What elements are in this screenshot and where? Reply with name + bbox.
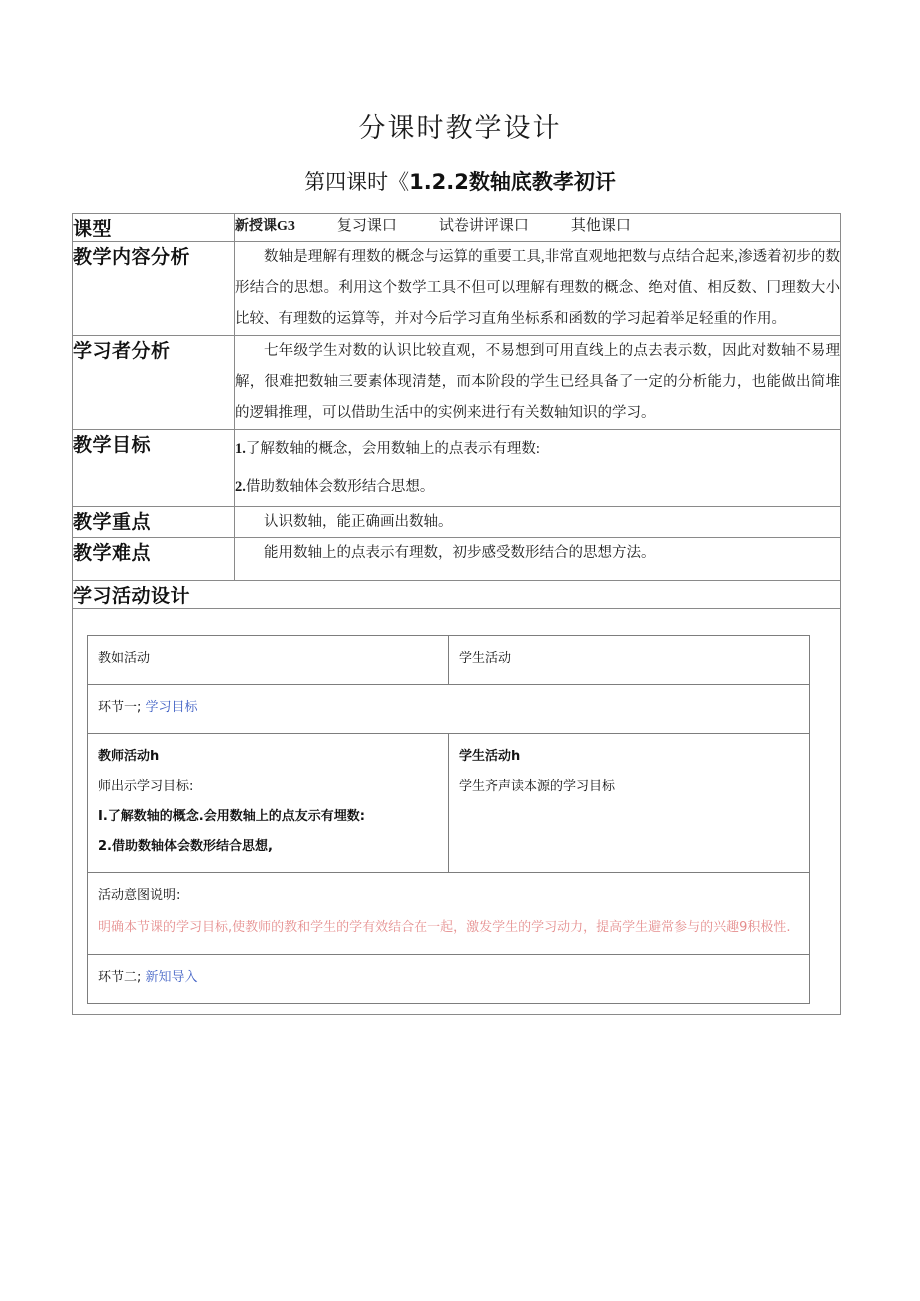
row-value-key-point: [235, 507, 841, 538]
activity-intent-cell: [88, 873, 810, 955]
objective-text-2: 借助数轴体会数形结合思想。: [245, 479, 435, 495]
objective-item-2: [235, 468, 840, 506]
row-label-content-analysis: 教学内容分析: [73, 242, 235, 336]
row-label-key-point: 教学重点: [73, 507, 235, 538]
content-analysis-text: 数轴是理解有理数的概念与运算的重要工具,非常直观地把数与点结合起来,渗透着初步的数形结合的思想。利用这个数学工具不但可以理解有理数的概念、绝对值、相反数、冂理数大小比较、有理数的运算等，并对今后学习直角坐标系和函数的学习起着举足轻重的作用。: [235, 249, 840, 327]
course-type-option-0[interactable]: 新授课G3: [235, 219, 295, 234]
subtitle-bold: 1.2.2数轴底教孝初讦: [409, 170, 616, 194]
student-activity-line-0: 学生齐声读本源的学习目标: [459, 779, 616, 794]
row-label-difficulty: 教学难点: [73, 538, 235, 581]
activity-table-wrap: [73, 635, 840, 1014]
activity-stage-one-row: [88, 685, 810, 734]
activity-header-row: [88, 636, 810, 685]
table-row-learner-analysis: [73, 336, 841, 430]
teacher-activity-title: 教师活动h: [98, 749, 160, 764]
course-type-option-2[interactable]: 试卷讲评课口: [438, 218, 529, 234]
page-title: 分课时教学设计: [358, 113, 562, 143]
activity-intent-note: 明确本节课的学习目标,使教师的教和学生的学有效结合在一起，激发学生的学习动力，提高学生避常参与的兴趣9积极性.: [98, 920, 791, 935]
course-type-options: [235, 214, 841, 242]
subtitle-prefix: 第四课时《: [304, 170, 410, 194]
row-value-objectives: [235, 430, 841, 507]
stage-two-link[interactable]: 新知导入: [145, 970, 198, 985]
stage-two-prefix: 环节二;: [98, 970, 142, 985]
table-row-difficulty: [73, 538, 841, 581]
row-label-course-type: 课型: [73, 214, 235, 242]
activity-table-container: [73, 609, 841, 1015]
stage-one-link[interactable]: 学习目标: [145, 700, 198, 715]
course-type-option-3[interactable]: 其他课口: [570, 218, 631, 234]
activity-header-teacher: 教如活动: [88, 636, 449, 685]
objective-num-1: 1.: [235, 441, 246, 457]
learner-analysis-text: 七年级学生对数的认识比较直观，不易想到可用直线上的点去表示数，因此对数轴不易理解，很难把数轴三要素体现清楚，而本阶段的学生已经具备了一定的分析能力，也能做出简堆的逻辑推理，可以借助生活中的实例来进行有关数轴知识的学习。: [235, 343, 840, 421]
activity-header-student: 学生活动: [449, 636, 810, 685]
teacher-activity-line-2: 2.借助数轴体会数形结合思想,: [98, 839, 273, 854]
row-label-objectives: 教学目标: [73, 430, 235, 507]
teacher-activity-line-0: 师出示学习目标:: [98, 779, 194, 794]
activity-stage-one-body-row: [88, 734, 810, 873]
row-label-learner-analysis: 学习者分析: [73, 336, 235, 430]
stage-one-title: [88, 685, 810, 734]
table-row-objectives: [73, 430, 841, 507]
student-activity-title: 学生活动h: [459, 749, 521, 764]
activity-intent-title: 活动意图说明:: [98, 888, 181, 903]
table-row-activity-design-heading: [73, 581, 841, 609]
row-value-difficulty: [235, 538, 841, 581]
stage-one-prefix: 环节一;: [98, 700, 142, 715]
activity-spacer: [73, 609, 840, 635]
activity-detail-table: [87, 635, 810, 1004]
stage-one-teacher-cell: [88, 734, 449, 873]
lesson-plan-table: [72, 213, 841, 1015]
teacher-activity-line-1: I.了解数轴的概念.会用数轴上的点友示有埋数:: [98, 809, 365, 824]
key-point-text: 认识数轴，能正确画出数轴。: [264, 514, 453, 530]
stage-two-title: [88, 955, 810, 1004]
table-row-course-type: [73, 214, 841, 242]
objective-text-1: 了解数轴的概念，会用数轴上的点表示有理数:: [245, 441, 540, 457]
row-value-content-analysis: [235, 242, 841, 336]
table-row-key-point: [73, 507, 841, 538]
activity-intent-row: [88, 873, 810, 955]
section-heading-activity-design: 学习活动设计: [73, 581, 841, 609]
objective-item-1: [235, 430, 840, 468]
difficulty-text: 能用数轴上的点表示有理数，初步感受数形结合的思想方法。: [264, 545, 656, 561]
table-row-content-analysis: [73, 242, 841, 336]
page-subtitle: [0, 166, 920, 196]
objective-num-2: 2.: [235, 479, 246, 495]
stage-one-student-cell: [449, 734, 810, 873]
course-type-option-1[interactable]: 复习课口: [336, 218, 397, 234]
table-row-activity-table: [73, 609, 841, 1015]
row-value-learner-analysis: [235, 336, 841, 430]
activity-stage-two-row: [88, 955, 810, 1004]
